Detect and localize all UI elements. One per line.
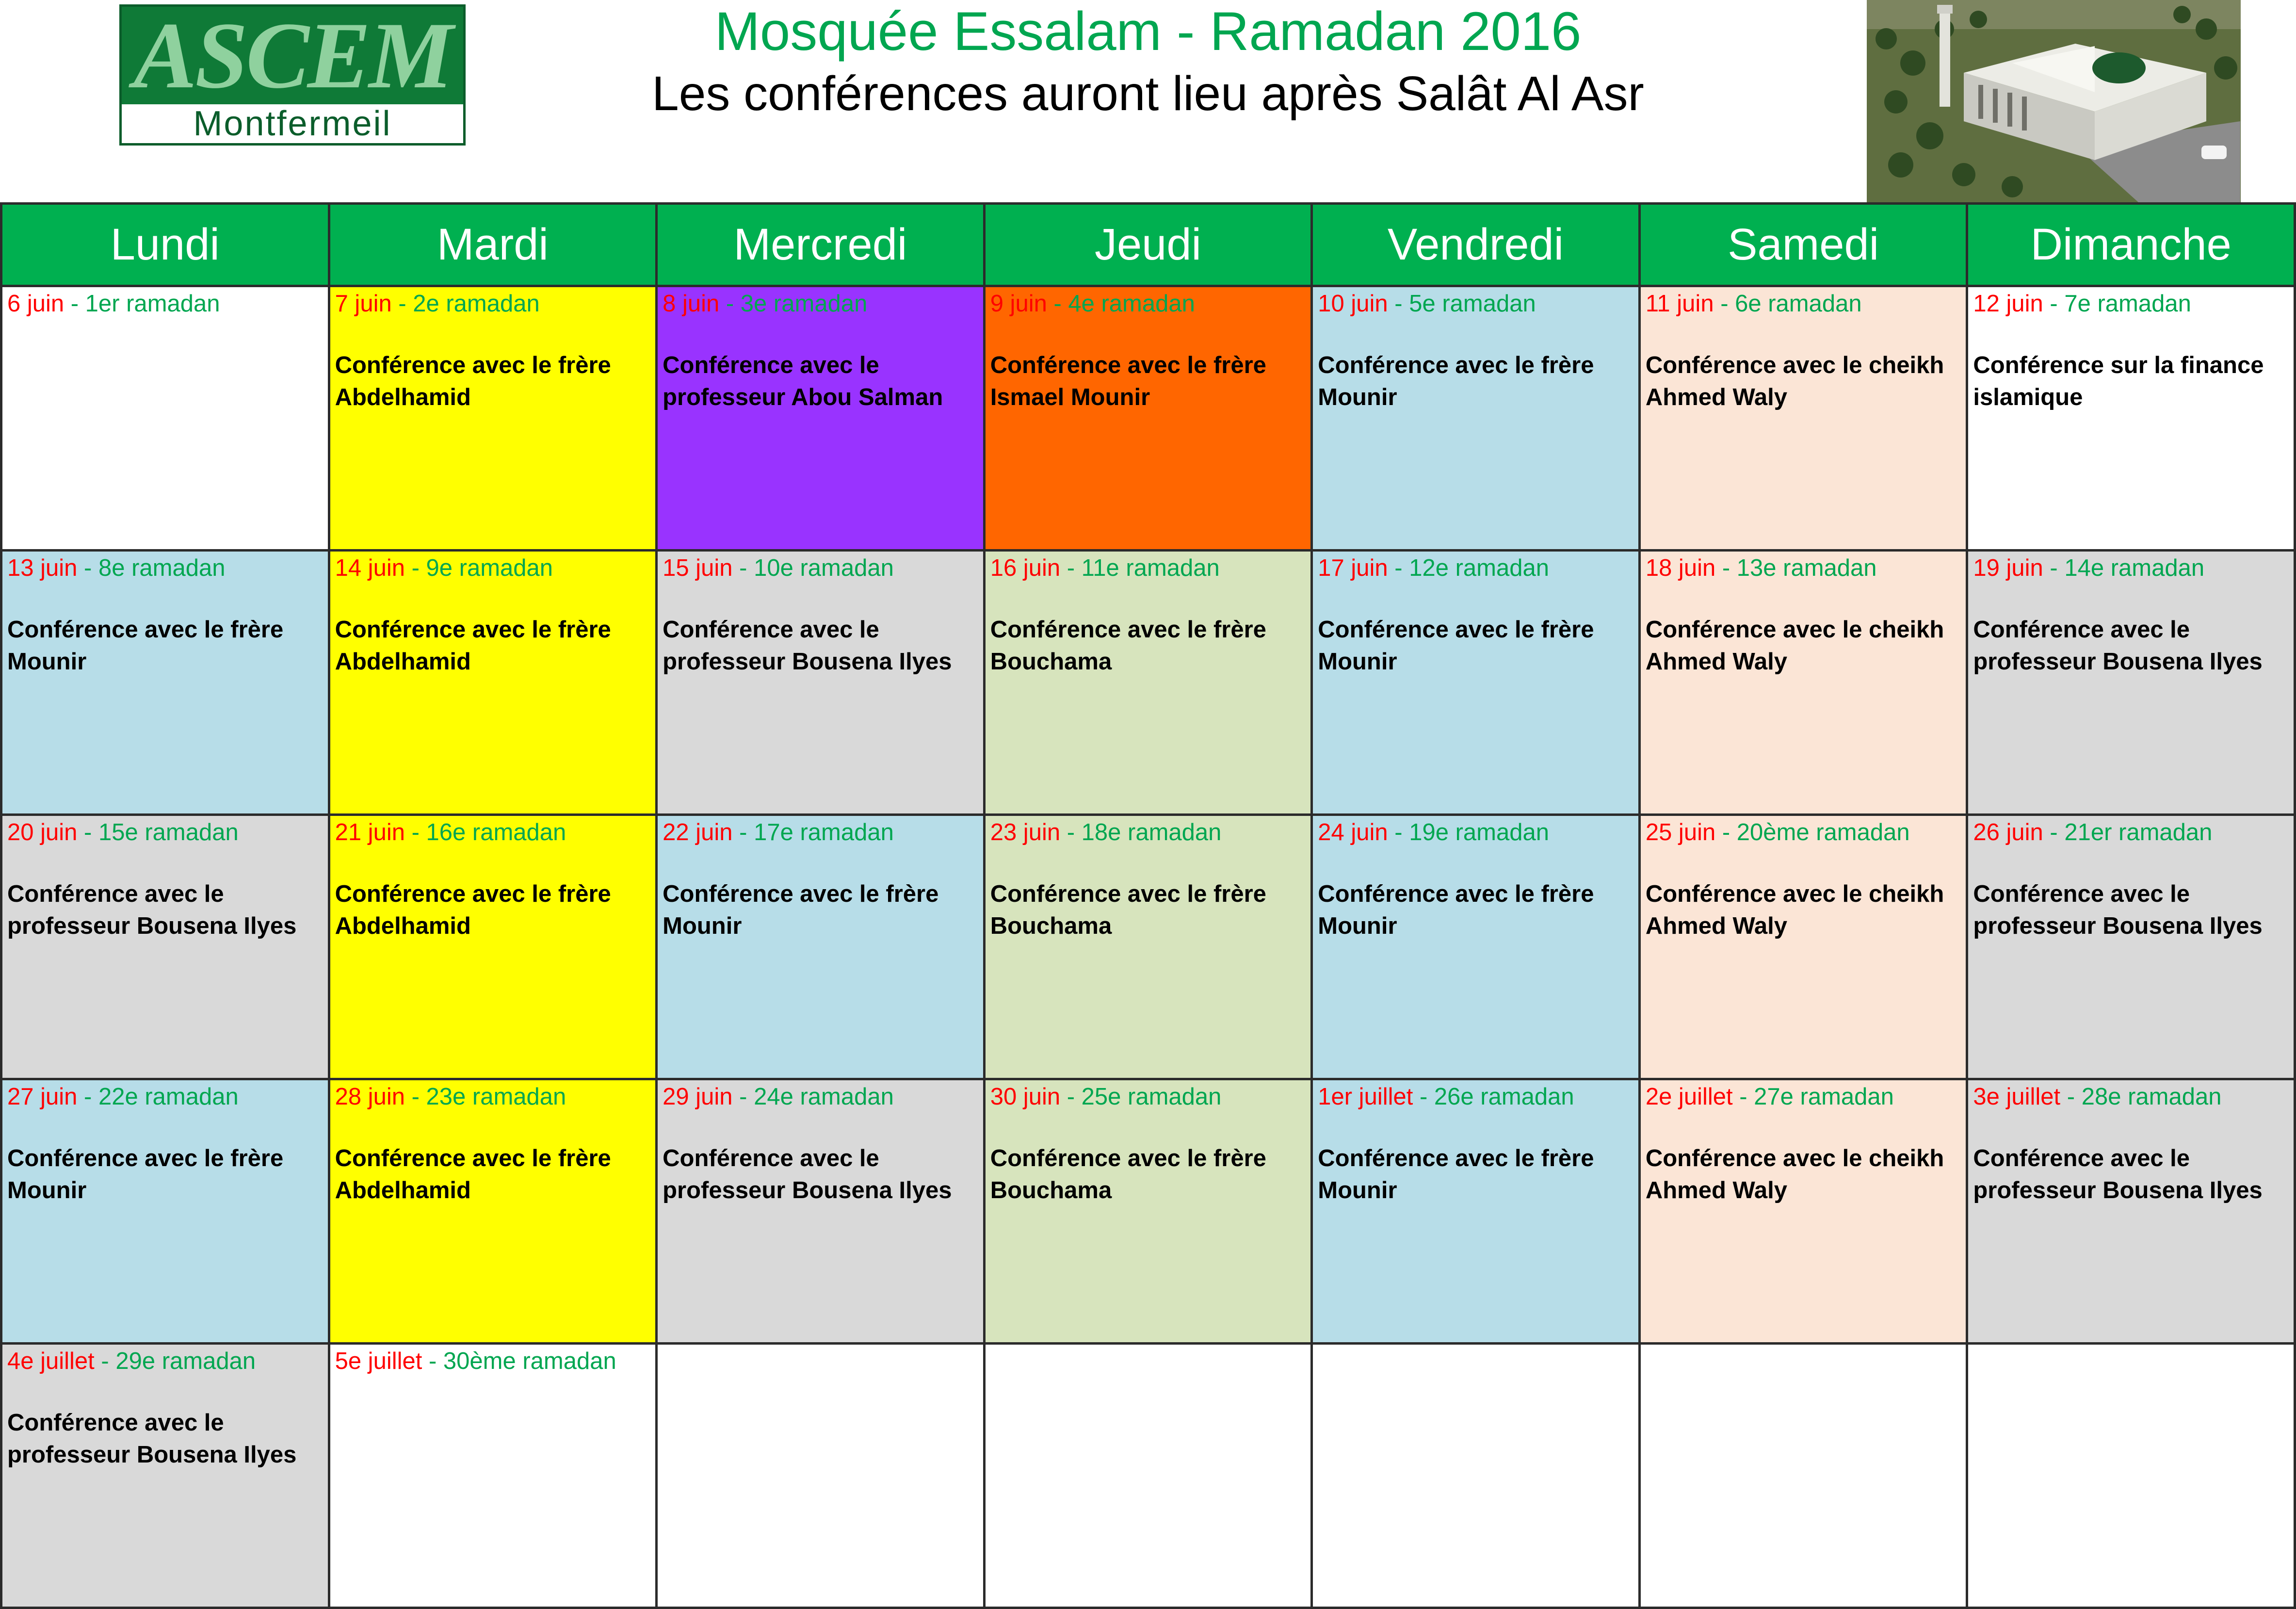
- gregorian-date: 23 juin: [990, 819, 1061, 845]
- conference-event: Conférence avec le professeur Abou Salman: [663, 352, 943, 410]
- day-cell: [1, 815, 329, 1079]
- conference-event: Conférence avec le professeur Bousena Ilyes: [663, 1145, 952, 1203]
- weekday-header: Vendredi: [1312, 204, 1640, 286]
- day-cell: [984, 551, 1312, 815]
- day-heading: [335, 553, 656, 583]
- weekday-header: Dimanche: [1967, 204, 2295, 286]
- day-cell: [1967, 1344, 2295, 1608]
- ramadan-day: - 17e ramadan: [732, 819, 894, 845]
- conference-event: Conférence sur la finance islamique: [1973, 352, 2264, 410]
- logo-wordmark: ASCEM: [133, 2, 452, 108]
- day-cell: [1967, 1079, 2295, 1344]
- ramadan-day: - 27e ramadan: [1732, 1084, 1894, 1110]
- gregorian-date: 3e juillet: [1973, 1084, 2061, 1110]
- day-cell: [1639, 1344, 1967, 1608]
- day-heading: [990, 553, 1311, 583]
- weekday-header: Mardi: [329, 204, 657, 286]
- ramadan-day: - 13e ramadan: [1715, 555, 1877, 581]
- gregorian-date: 20 juin: [7, 819, 78, 845]
- conference-event: Conférence avec le frère Ismael Mounir: [990, 352, 1266, 410]
- gregorian-date: 5e juillet: [335, 1348, 422, 1374]
- weekday-header: Samedi: [1639, 204, 1967, 286]
- gregorian-date: 19 juin: [1973, 555, 2043, 581]
- ramadan-day: - 9e ramadan: [404, 555, 553, 581]
- day-cell: [1967, 286, 2295, 551]
- page-title: Mosquée Essalam - Ramadan 2016: [714, 1, 1582, 62]
- week-row: [1, 286, 2295, 551]
- gregorian-date: 4e juillet: [7, 1348, 95, 1374]
- day-heading: [7, 818, 328, 847]
- week-row: [1, 551, 2295, 815]
- day-heading: [663, 289, 983, 318]
- day-heading: [335, 289, 656, 318]
- gregorian-date: 17 juin: [1318, 555, 1388, 581]
- ramadan-day: - 3e ramadan: [719, 291, 868, 317]
- gregorian-date: 8 juin: [663, 291, 720, 317]
- day-heading: [1973, 289, 2294, 318]
- day-heading: [1646, 553, 1966, 583]
- day-cell: [329, 551, 657, 815]
- conference-event: Conférence avec le frère Abdelhamid: [335, 352, 611, 410]
- conference-event: Conférence avec le frère Mounir: [1318, 352, 1594, 410]
- ramadan-day: - 20ème ramadan: [1715, 819, 1910, 845]
- conference-event: Conférence avec le professeur Bousena Ilyes: [7, 1410, 297, 1468]
- gregorian-date: 16 juin: [990, 555, 1061, 581]
- day-cell: [329, 286, 657, 551]
- day-heading: [335, 1347, 656, 1376]
- ramadan-day: - 10e ramadan: [732, 555, 894, 581]
- weekday-header-row: [1, 204, 2295, 286]
- day-cell: [1967, 815, 2295, 1079]
- conference-event: Conférence avec le professeur Bousena Ilyes: [663, 617, 952, 675]
- ramadan-day: - 11e ramadan: [1060, 555, 1220, 581]
- day-cell: [657, 1079, 985, 1344]
- mosque-photo: [1867, 0, 2241, 202]
- ramadan-day: - 21er ramadan: [2043, 819, 2213, 845]
- gregorian-date: 10 juin: [1318, 291, 1388, 317]
- day-heading: [1318, 1082, 1638, 1111]
- conference-event: Conférence avec le frère Abdelhamid: [335, 881, 611, 939]
- day-heading: [1973, 818, 2294, 847]
- gregorian-date: 24 juin: [1318, 819, 1388, 845]
- day-cell: [657, 815, 985, 1079]
- gregorian-date: 11 juin: [1645, 291, 1714, 317]
- day-cell: [1639, 815, 1967, 1079]
- day-cell: [1967, 551, 2295, 815]
- day-heading: [1646, 1082, 1966, 1111]
- ramadan-day: - 28e ramadan: [2060, 1084, 2222, 1110]
- conference-event: Conférence avec le frère Mounir: [1318, 617, 1594, 675]
- gregorian-date: 18 juin: [1645, 555, 1716, 581]
- day-heading: [1973, 553, 2294, 583]
- day-heading: [1973, 1082, 2294, 1111]
- ramadan-day: - 24e ramadan: [732, 1084, 894, 1110]
- day-heading: [335, 818, 656, 847]
- weekday-header: Jeudi: [984, 204, 1312, 286]
- ramadan-day: - 26e ramadan: [1413, 1084, 1574, 1110]
- ramadan-day: - 19e ramadan: [1388, 819, 1549, 845]
- ramadan-day: - 15e ramadan: [77, 819, 239, 845]
- day-heading: [7, 1347, 328, 1376]
- day-heading: [663, 818, 983, 847]
- conference-event: Conférence avec le frère Mounir: [7, 1145, 284, 1203]
- day-heading: [1318, 818, 1638, 847]
- day-heading: [663, 553, 983, 583]
- day-cell: [329, 815, 657, 1079]
- gregorian-date: 30 juin: [990, 1084, 1061, 1110]
- conference-event: Conférence avec le cheikh Ahmed Waly: [1645, 1145, 1944, 1203]
- conference-event: Conférence avec le frère Bouchama: [990, 881, 1266, 939]
- page-subtitle: Les conférences auront lieu après Salât Al Asr: [652, 66, 1644, 121]
- gregorian-date: 26 juin: [1973, 819, 2043, 845]
- ramadan-day: - 4e ramadan: [1047, 291, 1195, 317]
- day-cell: [984, 286, 1312, 551]
- day-cell: [1312, 815, 1640, 1079]
- day-cell: [1, 551, 329, 815]
- day-heading: [990, 1082, 1311, 1111]
- day-heading: [1318, 553, 1638, 583]
- conference-event: Conférence avec le cheikh Ahmed Waly: [1645, 617, 1944, 675]
- day-cell: [657, 286, 985, 551]
- gregorian-date: 25 juin: [1645, 819, 1716, 845]
- day-cell: [657, 551, 985, 815]
- day-cell: [1639, 551, 1967, 815]
- ramadan-day: - 14e ramadan: [2043, 555, 2205, 581]
- conference-event: Conférence avec le professeur Bousena Ilyes: [1973, 617, 2263, 675]
- day-heading: [335, 1082, 656, 1111]
- day-cell: [329, 1079, 657, 1344]
- gregorian-date: 22 juin: [663, 819, 733, 845]
- day-cell: [1312, 551, 1640, 815]
- conference-event: Conférence avec le professeur Bousena Ilyes: [7, 881, 297, 939]
- day-heading: [1646, 818, 1966, 847]
- conference-event: Conférence avec le frère Abdelhamid: [335, 617, 611, 675]
- day-heading: [1318, 289, 1638, 318]
- conference-event: Conférence avec le frère Mounir: [663, 881, 939, 939]
- conference-event: Conférence avec le frère Abdelhamid: [335, 1145, 611, 1203]
- day-cell: [984, 1079, 1312, 1344]
- conference-event: Conférence avec le frère Bouchama: [990, 1145, 1266, 1203]
- ramadan-day: - 6e ramadan: [1714, 291, 1862, 317]
- gregorian-date: 27 juin: [7, 1084, 78, 1110]
- ramadan-day: - 23e ramadan: [404, 1084, 566, 1110]
- conference-event: Conférence avec le professeur Bousena Ilyes: [1973, 1145, 2263, 1203]
- conference-event: Conférence avec le frère Mounir: [7, 617, 284, 675]
- week-row: [1, 1079, 2295, 1344]
- weekday-header: Mercredi: [657, 204, 985, 286]
- day-cell: [329, 1344, 657, 1608]
- day-cell: [1, 286, 329, 551]
- ramadan-day: - 5e ramadan: [1388, 291, 1536, 317]
- ramadan-day: - 25e ramadan: [1060, 1084, 1222, 1110]
- logo-city: Montfermeil: [193, 104, 392, 143]
- ramadan-day: - 30ème ramadan: [422, 1348, 616, 1374]
- day-heading: [7, 289, 328, 318]
- ramadan-day: - 8e ramadan: [77, 555, 226, 581]
- day-cell: [1312, 1079, 1640, 1344]
- gregorian-date: 6 juin: [7, 291, 65, 317]
- day-heading: [7, 553, 328, 583]
- day-heading: [7, 1082, 328, 1111]
- ramadan-day: - 16e ramadan: [404, 819, 566, 845]
- gregorian-date: 1er juillet: [1318, 1084, 1413, 1110]
- gregorian-date: 13 juin: [7, 555, 78, 581]
- calendar-grid: [0, 202, 2296, 1609]
- ramadan-day: - 22e ramadan: [77, 1084, 239, 1110]
- day-heading: [663, 1082, 983, 1111]
- gregorian-date: 29 juin: [663, 1084, 733, 1110]
- day-cell: [1639, 1079, 1967, 1344]
- gregorian-date: 7 juin: [335, 291, 392, 317]
- day-cell: [657, 1344, 985, 1608]
- gregorian-date: 2e juillet: [1645, 1084, 1733, 1110]
- day-heading: [990, 818, 1311, 847]
- conference-event: Conférence avec le frère Mounir: [1318, 881, 1594, 939]
- ramadan-day: - 1er ramadan: [64, 291, 220, 317]
- ramadan-day: - 2e ramadan: [391, 291, 540, 317]
- day-cell: [1312, 286, 1640, 551]
- ramadan-day: - 12e ramadan: [1388, 555, 1549, 581]
- day-cell: [1639, 286, 1967, 551]
- conference-event: Conférence avec le cheikh Ahmed Waly: [1645, 881, 1944, 939]
- day-cell: [1, 1344, 329, 1608]
- week-row: [1, 815, 2295, 1079]
- ramadan-day: - 18e ramadan: [1060, 819, 1222, 845]
- day-heading: [1646, 289, 1966, 318]
- gregorian-date: 21 juin: [335, 819, 405, 845]
- ramadan-day: - 29e ramadan: [94, 1348, 256, 1374]
- conference-event: Conférence avec le cheikh Ahmed Waly: [1645, 352, 1944, 410]
- conference-event: Conférence avec le frère Mounir: [1318, 1145, 1594, 1203]
- ramadan-day: - 7e ramadan: [2043, 291, 2191, 317]
- day-cell: [984, 1344, 1312, 1608]
- week-row: [1, 1344, 2295, 1608]
- gregorian-date: 9 juin: [990, 291, 1047, 317]
- gregorian-date: 12 juin: [1973, 291, 2043, 317]
- day-cell: [984, 815, 1312, 1079]
- weekday-header: Lundi: [1, 204, 329, 286]
- conference-event: Conférence avec le frère Bouchama: [990, 617, 1266, 675]
- gregorian-date: 28 juin: [335, 1084, 405, 1110]
- conference-event: Conférence avec le professeur Bousena Ilyes: [1973, 881, 2263, 939]
- day-cell: [1312, 1344, 1640, 1608]
- gregorian-date: 14 juin: [335, 555, 405, 581]
- day-cell: [1, 1079, 329, 1344]
- day-heading: [990, 289, 1311, 318]
- gregorian-date: 15 juin: [663, 555, 733, 581]
